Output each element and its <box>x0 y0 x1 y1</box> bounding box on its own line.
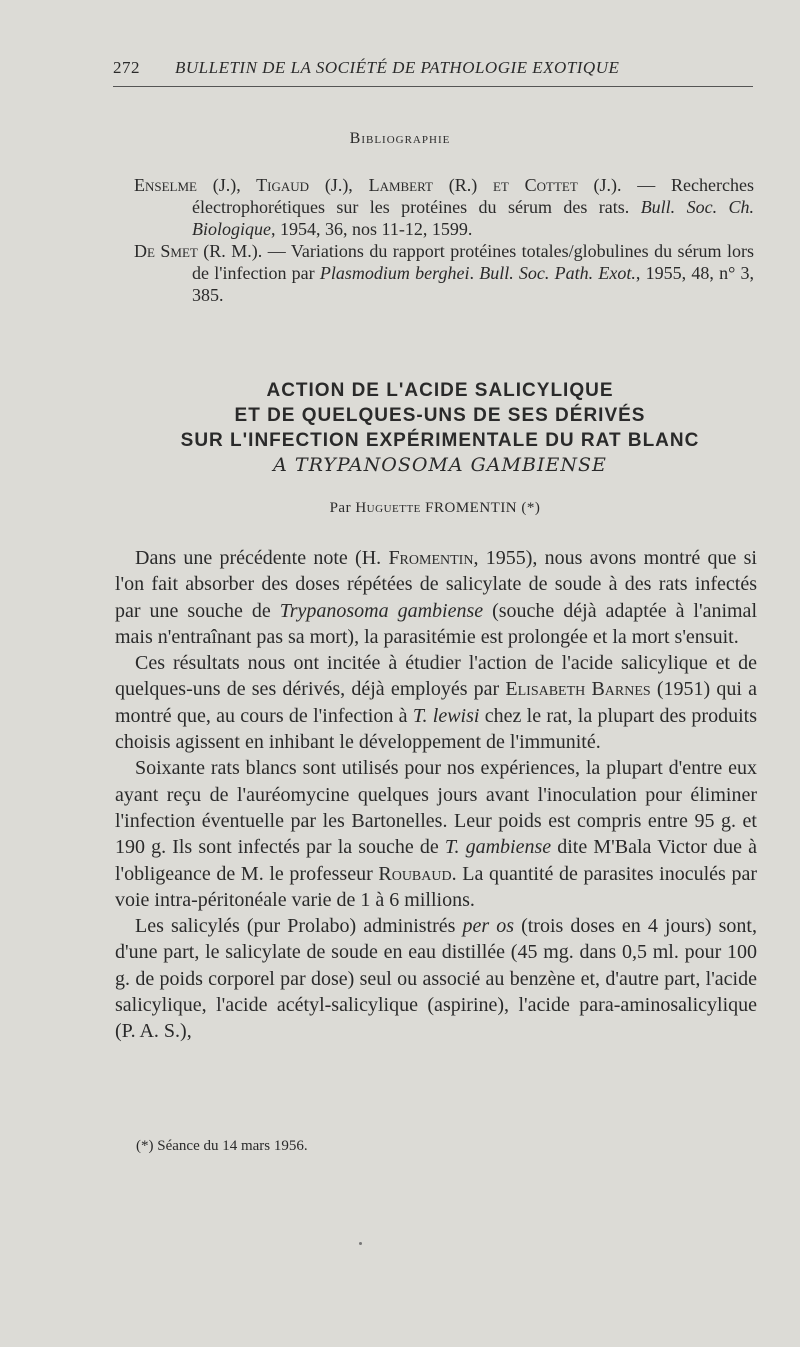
bib-text: — Variations du rapport protéines totales/globulines du sérum lors de l'infection par <box>192 241 755 283</box>
text-run: Ces résultats nous ont incitée à étudier l'action de l'acide salicylique et de quelques-uns de ses dérivés, déjà employés par <box>115 652 757 701</box>
author-name: Roubaud <box>378 862 452 885</box>
bib-authors: De Smet (R. M.). <box>134 241 263 261</box>
footnote-mark: (*) <box>136 1138 154 1154</box>
page-speck <box>359 1242 362 1245</box>
bib-text-2: . <box>469 263 480 283</box>
paragraph-3 <box>115 755 757 913</box>
title-line-1: ACTION DE L'ACIDE SALICYLIQUE <box>266 380 614 401</box>
bib-details: , 1954, 36, nos 11-12, 1599. <box>271 219 473 239</box>
bib-species: Plasmodium berghei <box>319 263 470 283</box>
text-run: . La quantité de parasites inoculés par voie intra-péritonéale varie de 1 à 6 millions. <box>115 862 757 911</box>
text-run: Dans une précédente note (H. <box>135 547 389 569</box>
text-run: (trois doses en 4 jours) sont, d'une part, le salicylate de soude en eau distillée (45 mg. dans 0,5 ml. pour 100 g. de poids corporel par dose) seul ou associé au benzène et, d'autre part, l'acide salicylique, l'acide acétyl-salicylique (aspirine), l'acide para-aminosalicylique (P. A. S.), <box>115 915 757 1043</box>
species-name: Trypanosoma gambiense <box>279 599 484 622</box>
text-run: Soixante rats blancs sont utilisés pour nos expériences, la plupart d'entre eux ayant reçu de l'auréomycine quelques jours avant l'inoculation pour éliminer l'infection éventuelle par les Bartonelles. Leur poids est compris entre 95 g. et 190 g. Ils sont infectés par la souche de <box>115 757 757 859</box>
paragraph-2 <box>115 650 757 755</box>
text-run: (1951) qui a montré que, au cours de l'infection à <box>115 678 758 727</box>
title-line-4-species: TRYPANOSOMA GAMBIENSE <box>294 454 607 476</box>
header-rule <box>113 86 753 87</box>
byline-first-name: Huguette <box>355 500 421 516</box>
text-run: chez le rat, la plupart des produits choisis agissent en inhibant le développement de l'immunité. <box>115 704 757 754</box>
paragraph-4 <box>115 913 757 1044</box>
species-name: T. lewisi <box>412 704 480 727</box>
bibliography-entry-1 <box>134 174 754 240</box>
species-name: T. gambiense <box>444 836 552 859</box>
bibliography-entry-2 <box>134 240 754 306</box>
bib-source: Bull. Soc. Path. Exot. <box>479 263 636 283</box>
bib-source: Bull. Soc. Ch. Biologique <box>192 197 755 239</box>
article-title <box>0 378 800 478</box>
bib-authors: Enselme (J.), Tigaud (J.), Lambert (R.) et Cottet (J.). <box>134 175 622 195</box>
footnote-text: Séance du 14 mars 1956. <box>157 1138 308 1154</box>
byline-footnote-mark: (*) <box>521 500 541 516</box>
byline <box>0 500 800 517</box>
text-run: (souche déjà adaptée à l'animal mais n'entraînant pas sa mort), la parasitémie est prolongée et la mort s'ensuit. <box>115 599 757 648</box>
paragraph-1 <box>115 545 757 650</box>
author-name: Elisabeth Barnes <box>505 678 651 701</box>
bibliography-heading: Bibliographie <box>349 130 451 147</box>
byline-prefix: Par <box>329 500 352 516</box>
journal-title: BULLETIN DE LA SOCIÉTÉ DE PATHOLOGIE EXOTIQUE <box>175 58 620 77</box>
footnote <box>136 1138 308 1155</box>
article-body <box>115 545 757 1045</box>
title-line-4 <box>0 453 800 478</box>
text-run: Les salicylés (pur Prolabo) administrés <box>135 915 463 938</box>
bib-text: — Recherches électrophorétiques sur les protéines du sérum des rats. <box>192 175 755 217</box>
title-line-3: SUR L'INFECTION EXPÉRIMENTALE DU RAT BLANC <box>180 430 700 451</box>
byline-last-name: FROMENTIN <box>425 500 518 516</box>
text-run: dite M'Bala Victor due à l'obligeance de M. le professeur <box>115 836 757 885</box>
bib-details: , 1955, 48, n° 3, 385. <box>192 263 755 305</box>
title-line-2: ET DE QUELQUES-UNS DE SES DÉRIVÉS <box>234 405 646 426</box>
author-name: Fromentin <box>388 547 474 569</box>
title-line-4-prefix: A <box>273 454 288 476</box>
page-number: 272 <box>113 58 140 77</box>
italic-phrase: per os <box>462 915 515 938</box>
text-run: , 1955), nous avons montré que si l'on fait absorber des doses répétées de salicylate de soude à des rats infectés par une souche de <box>115 547 757 622</box>
